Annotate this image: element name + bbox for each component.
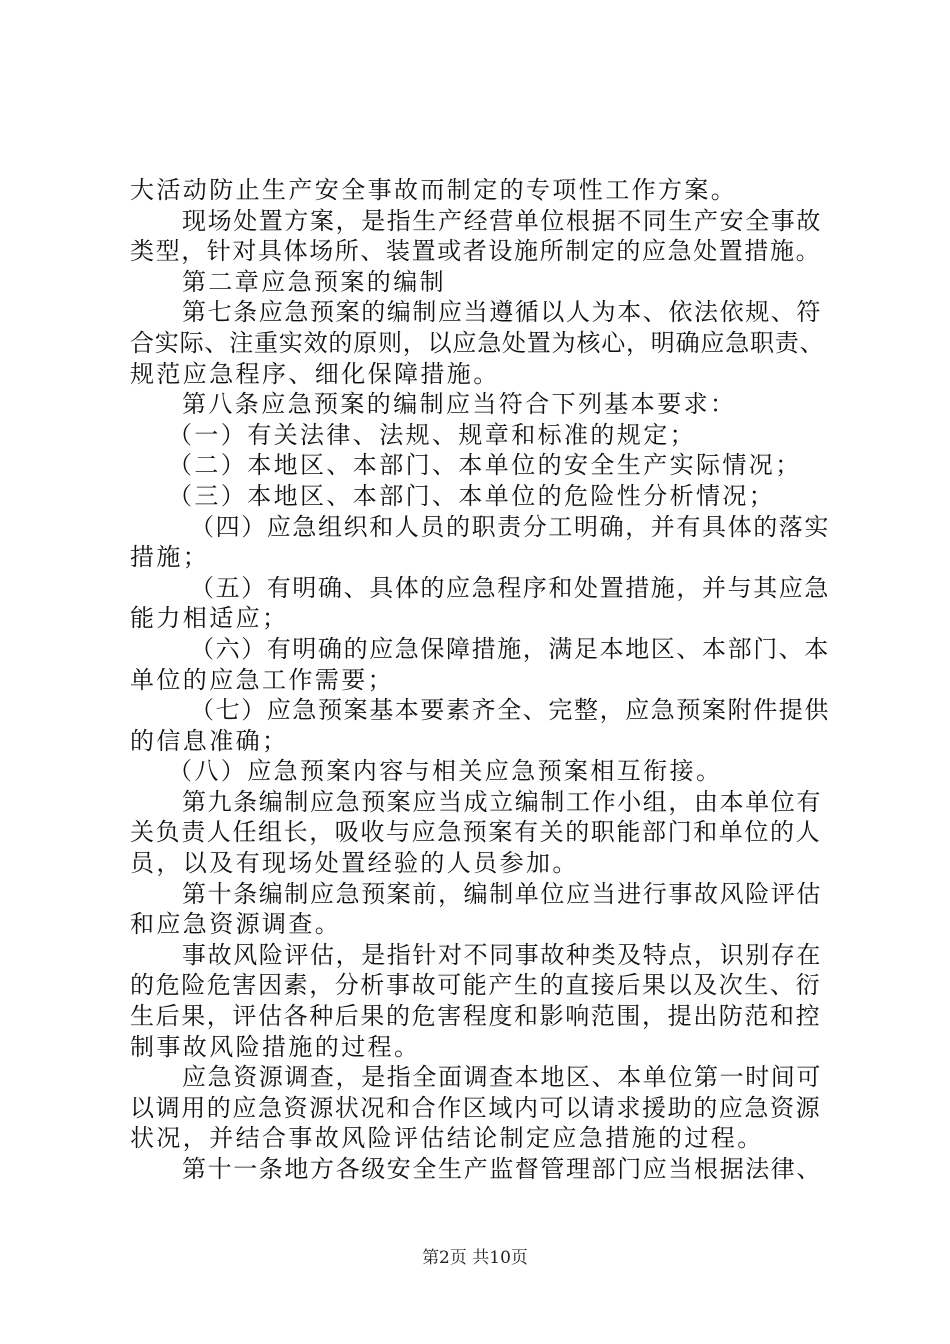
text-line: 员，以及有现场处置经验的人员参加。 <box>130 849 579 878</box>
text-line: 和应急资源调查。 <box>130 910 342 939</box>
text-line: 规范应急程序、细化保障措施。 <box>130 359 500 388</box>
text-line: 生后果，评估各种后果的危害程度和影响范围，提出防范和控 <box>130 1002 822 1031</box>
text-line: 第十条编制应急预案前，编制单位应当进行事故风险评估 <box>182 879 822 908</box>
text-line: 能力相适应； <box>130 604 289 633</box>
text-line: 的信息准确； <box>130 726 289 755</box>
text-line: 第十一条地方各级安全生产监督管理部门应当根据法律、 <box>182 1155 822 1183</box>
list-item: （四）应急组织和人员的职责分工明确，并有具体的落实 <box>190 512 830 541</box>
list-item: （七）应急预案基本要素齐全、完整，应急预案附件提供 <box>190 696 830 725</box>
page-number: 第2页 共10页 <box>422 1248 528 1268</box>
list-item: （八）应急预案内容与相关应急预案相互衔接。 <box>168 757 723 786</box>
document-body <box>130 175 830 1185</box>
list-item: （三）本地区、本部门、本单位的危险性分析情况； <box>168 481 776 510</box>
text-line: 的危险危害因素，分析事故可能产生的直接后果以及次生、衍 <box>130 971 822 1000</box>
text-line: 以调用的应急资源状况和合作区域内可以请求援助的应急资源 <box>130 1093 822 1122</box>
text-line: 大活动防止生产安全事故而制定的专项性工作方案。 <box>130 176 738 204</box>
text-line: 合实际、注重实效的原则，以应急处置为核心，明确应急职责、 <box>130 328 825 357</box>
text-line: 关负责人任组长，吸收与应急预案有关的职能部门和单位的人 <box>130 818 822 847</box>
text-line: 现场处置方案，是指生产经营单位根据不同生产安全事故 <box>182 206 822 235</box>
text-line: 第八条应急预案的编制应当符合下列基本要求： <box>182 390 737 419</box>
text-line: 应急资源调查，是指全面调查本地区、本单位第一时间可 <box>182 1063 822 1092</box>
text-line: 单位的应急工作需要； <box>130 665 394 694</box>
text-line: 制事故风险措施的过程。 <box>130 1032 421 1061</box>
chapter-heading: 第二章应急预案的编制 <box>182 267 446 296</box>
text-line: 第七条应急预案的编制应当遵循以人为本、依法依规、符 <box>182 298 822 327</box>
text-line: 措施； <box>130 543 210 572</box>
list-item: （六）有明确的应急保障措施，满足本地区、本部门、本 <box>190 634 830 663</box>
text-line: 状况，并结合事故风险评估结论制定应急措施的过程。 <box>130 1124 764 1153</box>
text-line: 事故风险评估，是指针对不同事故种类及特点，识别存在 <box>182 940 822 969</box>
page-footer <box>0 1243 950 1268</box>
list-item: （五）有明确、具体的应急程序和处置措施，并与其应急 <box>190 573 830 602</box>
text-line: 第九条编制应急预案应当成立编制工作小组，由本单位有 <box>182 787 822 816</box>
text-line: 类型，针对具体场所、装置或者设施所制定的应急处置措施。 <box>130 237 822 266</box>
list-item: （二）本地区、本部门、本单位的安全生产实际情况； <box>168 451 802 480</box>
list-item: （一）有关法律、法规、规章和标准的规定； <box>168 420 696 449</box>
